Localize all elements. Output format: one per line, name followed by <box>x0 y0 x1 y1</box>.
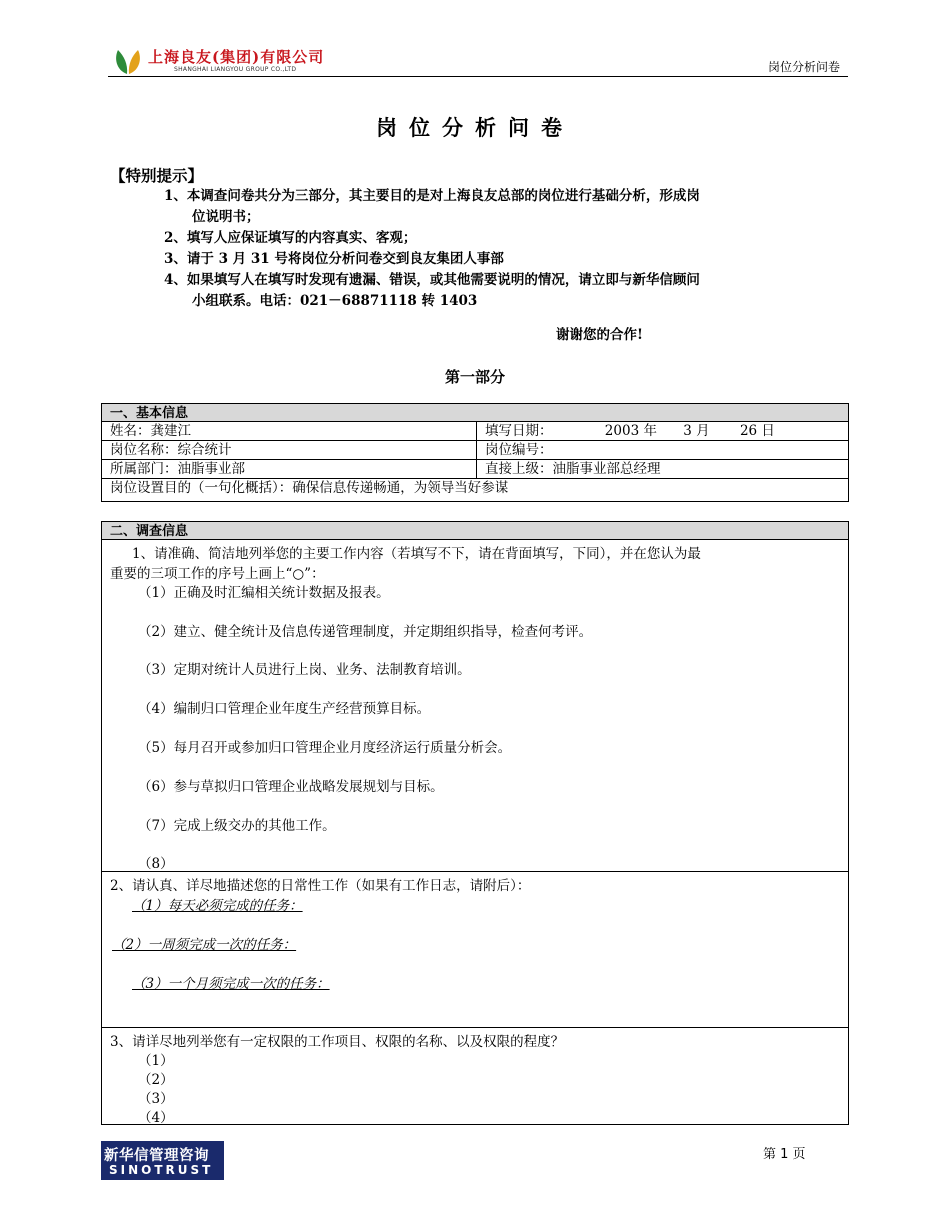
sinotrust-logo-cn: 新华信管理咨询 <box>104 1148 209 1164</box>
leaf-logo-icon <box>112 46 144 76</box>
list-item: （4） <box>138 1110 174 1126</box>
survey-info-table <box>101 521 849 1125</box>
fill-date-month: 3 月 <box>683 423 710 439</box>
part-title: 第一部分 <box>444 368 505 386</box>
table-row <box>102 422 848 441</box>
table-row <box>102 460 848 479</box>
list-item: （2）一周须完成一次的任务： <box>112 937 297 953</box>
company-logo <box>112 44 352 76</box>
fill-date-field <box>477 422 848 440</box>
notice-item-line: 4、如果填写人在填写时发现有遗漏、错误，或其他需要说明的情况，请立即与新华信顾问 <box>164 272 700 288</box>
notice-item <box>164 249 824 270</box>
position-purpose-field: 岗位设置目的（一句化概括）：确保信息传递畅通，为领导当好参谋 <box>110 480 509 496</box>
notice-item <box>164 270 824 312</box>
company-name-en: SHANGHAI LIANGYOU GROUP CO.,LTD <box>174 66 297 73</box>
list-item: （3）定期对统计人员进行上岗、业务、法制教育培训。 <box>138 662 471 678</box>
list-item: （6）参与草拟归口管理企业战略发展规划与目标。 <box>138 779 444 795</box>
question-1-text: 1、请准确、简洁地列举您的主要工作内容（若填写不下，请在背面填写，下同），并在您认为最 <box>132 546 701 562</box>
notice-item <box>164 186 824 228</box>
list-item: （1）正确及时汇编相关统计数据及报表。 <box>138 585 390 601</box>
notice-heading: 【特别提示】 <box>110 167 204 185</box>
name-field: 姓名：龚建江 <box>102 422 477 440</box>
fill-date-day: 26 日 <box>739 423 775 439</box>
basic-info-table <box>101 403 849 502</box>
table-row <box>102 441 848 460</box>
supervisor-field: 直接上级：油脂事业部总经理 <box>485 461 661 477</box>
position-no-field: 岗位编号： <box>485 442 553 458</box>
position-name-field: 岗位名称：综合统计 <box>102 441 477 459</box>
sinotrust-logo-en: SINOTRUST <box>109 1163 214 1177</box>
header-divider <box>108 76 848 77</box>
fill-date-label: 填写日期： <box>485 423 553 439</box>
sinotrust-logo <box>101 1141 224 1180</box>
notice-item-continuation: 小组联系。电话：021－68871118 转 1403 <box>192 293 478 309</box>
company-name-cn: 上海良友(集团)有限公司 <box>148 48 325 66</box>
basic-info-heading: 一、基本信息 <box>102 404 848 422</box>
question-1-text-cont: 重要的三项工作的序号上画上“○”： <box>110 566 325 582</box>
department-field: 所属部门：油脂事业部 <box>102 460 477 478</box>
table-row <box>102 479 848 498</box>
notice-item-continuation: 位说明书； <box>192 209 260 225</box>
question-1-block <box>102 540 848 872</box>
notice-item <box>164 228 824 249</box>
list-item: （2） <box>138 1072 174 1088</box>
notice-item-line: 3、请于 3 月 31 号将岗位分析问卷交到良友集团人事部 <box>164 251 504 267</box>
question-2-block <box>102 872 848 1028</box>
list-item: （5）每月召开或参加归口管理企业月度经济运行质量分析会。 <box>138 740 512 756</box>
thanks-note: 谢谢您的合作! <box>556 327 643 343</box>
list-item: （1） <box>138 1053 174 1069</box>
header-doc-label: 岗位分析问卷 <box>767 60 840 74</box>
list-item: （3）一个月须完成一次的任务： <box>132 976 330 992</box>
list-item: （7）完成上级交办的其他工作。 <box>138 818 336 834</box>
question-2-text: 2、请认真、详尽地描述您的日常性工作（如果有工作日志，请附后）： <box>110 878 531 894</box>
list-item: （1）每天必须完成的任务： <box>132 898 303 914</box>
list-item: （2）建立、健全统计及信息传递管理制度，并定期组织指导，检查何考评。 <box>138 624 593 640</box>
fill-date-year: 2003 年 <box>604 423 657 439</box>
notice-item-line: 1、本调查问卷共分为三部分，其主要目的是对上海良友总部的岗位进行基础分析，形成岗 <box>164 188 700 204</box>
list-item: （3） <box>138 1091 174 1107</box>
question-3-block <box>102 1028 848 1125</box>
survey-info-heading: 二、调查信息 <box>102 522 848 540</box>
page-number: 第 1 页 <box>763 1147 806 1162</box>
list-item: （8） <box>138 856 174 872</box>
list-item: （4）编制归口管理企业年度生产经营预算目标。 <box>138 701 431 717</box>
question-3-text: 3、请详尽地列举您有一定权限的工作项目、权限的名称、以及权限的程度？ <box>110 1034 565 1050</box>
notice-item-line: 2、填写人应保证填写的内容真实、客观； <box>164 230 417 246</box>
document-title: 岗位分析问卷 <box>376 116 574 140</box>
